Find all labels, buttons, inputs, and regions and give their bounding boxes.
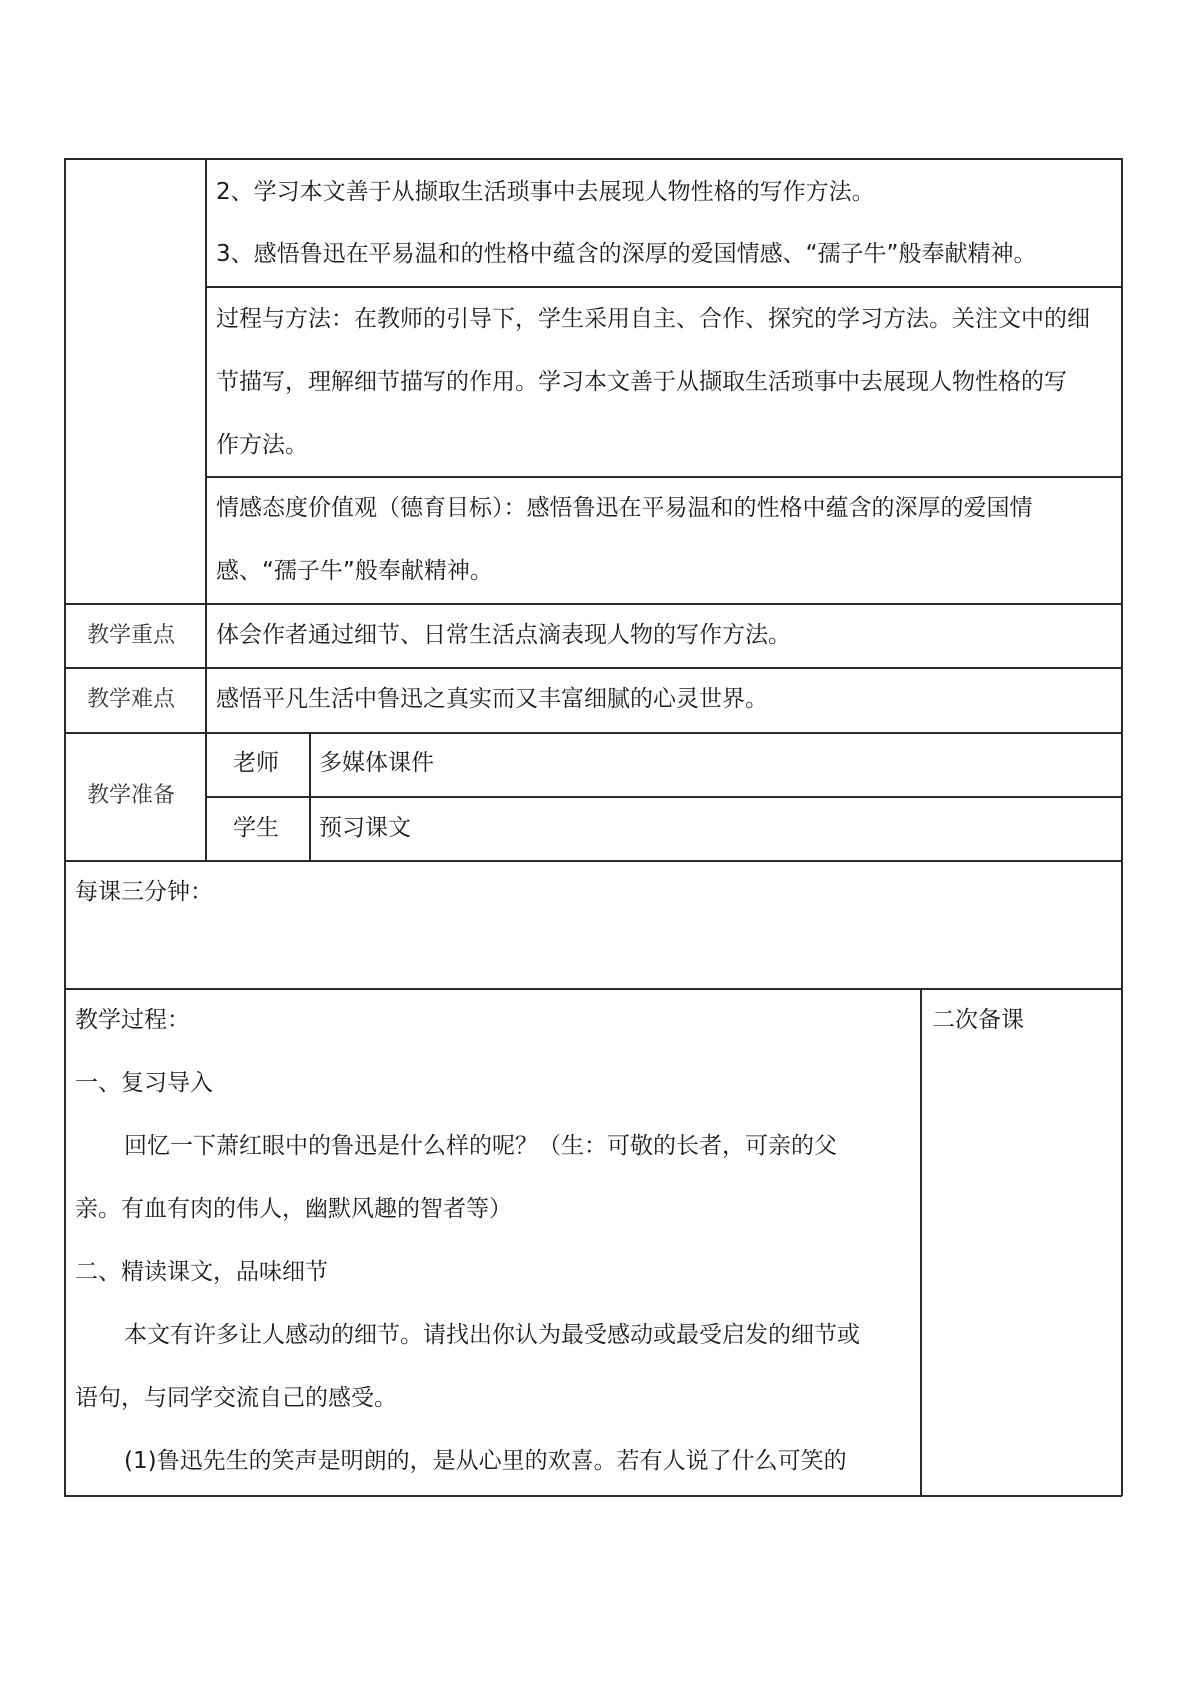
divider-key-point — [64, 603, 1122, 605]
table-border-top — [64, 158, 1122, 160]
divider-three-minutes — [64, 860, 1122, 862]
table-border-bottom — [64, 1495, 1122, 1497]
process-method-line-1: 过程与方法：在教师的引导下，学生采用自主、合作、探究的学习方法。关注文中的细 — [216, 306, 1090, 332]
process-heading-reading: 二、精读课文，品味细节 — [75, 1259, 328, 1285]
process-paragraph-line: 本文有许多让人感动的细节。请找出你认为最受感动或最受启发的细节或 — [124, 1322, 860, 1348]
student-label: 学生 — [233, 815, 279, 841]
difficulty-value: 感悟平凡生活中鲁迅之真实而又丰富细腻的心灵世界。 — [216, 686, 768, 712]
process-method-line-3: 作方法。 — [216, 432, 308, 458]
teacher-label: 老师 — [233, 750, 279, 776]
table-border-right — [1121, 158, 1123, 1496]
emotion-goal-line-1: 情感态度价值观（德育目标）：感悟鲁迅在平易温和的性格中蕴含的深厚的爱国情 — [216, 495, 1033, 521]
key-point-value: 体会作者通过细节、日常生活点滴表现人物的写作方法。 — [216, 622, 791, 648]
table-border-left — [64, 158, 66, 1496]
difficulty-label: 教学难点 — [87, 687, 176, 712]
divider-preparation — [64, 732, 1122, 734]
process-paragraph-line: (1)鲁迅先生的笑声是明朗的，是从心里的欢喜。若有人说了什么可笑的 — [124, 1448, 847, 1474]
prep-subcolumn-divider — [309, 732, 311, 861]
process-method-line-2: 节描写，理解细节描写的作用。学习本文善于从撷取生活琐事中去展现人物性格的写 — [216, 369, 1067, 395]
second-prep-title: 二次备课 — [932, 1007, 1024, 1033]
divider-process-emotion — [205, 476, 1122, 478]
three-minutes-label: 每课三分钟： — [75, 879, 213, 905]
process-title: 教学过程： — [75, 1007, 190, 1033]
objective-line-3: 3、感悟鲁迅在平易温和的性格中蕴含的深厚的爱国情感、“孺子牛”般奉献精神。 — [216, 241, 1037, 267]
divider-objectives-process — [205, 286, 1122, 288]
divider-difficulty — [64, 667, 1122, 669]
divider-process-section — [64, 988, 1122, 990]
label-column-divider — [205, 158, 207, 861]
side-column-divider — [920, 988, 922, 1496]
key-point-label: 教学重点 — [87, 623, 176, 648]
student-value: 预习课文 — [319, 815, 411, 841]
teacher-value: 多媒体课件 — [319, 750, 434, 776]
process-paragraph-line: 亲。有血有肉的伟人，幽默风趣的智者等） — [75, 1196, 512, 1222]
divider-teacher-student — [205, 796, 1122, 798]
objective-line-2: 2、学习本文善于从撷取生活琐事中去展现人物性格的写作方法。 — [216, 179, 875, 205]
process-paragraph-line: 回忆一下萧红眼中的鲁迅是什么样的呢？（生：可敬的长者，可亲的父 — [124, 1133, 837, 1159]
process-heading-review: 一、复习导入 — [75, 1070, 213, 1096]
preparation-label: 教学准备 — [87, 783, 176, 808]
emotion-goal-line-2: 感、“孺子牛”般奉献精神。 — [216, 558, 493, 584]
process-paragraph-line: 语句，与同学交流自己的感受。 — [75, 1385, 397, 1411]
